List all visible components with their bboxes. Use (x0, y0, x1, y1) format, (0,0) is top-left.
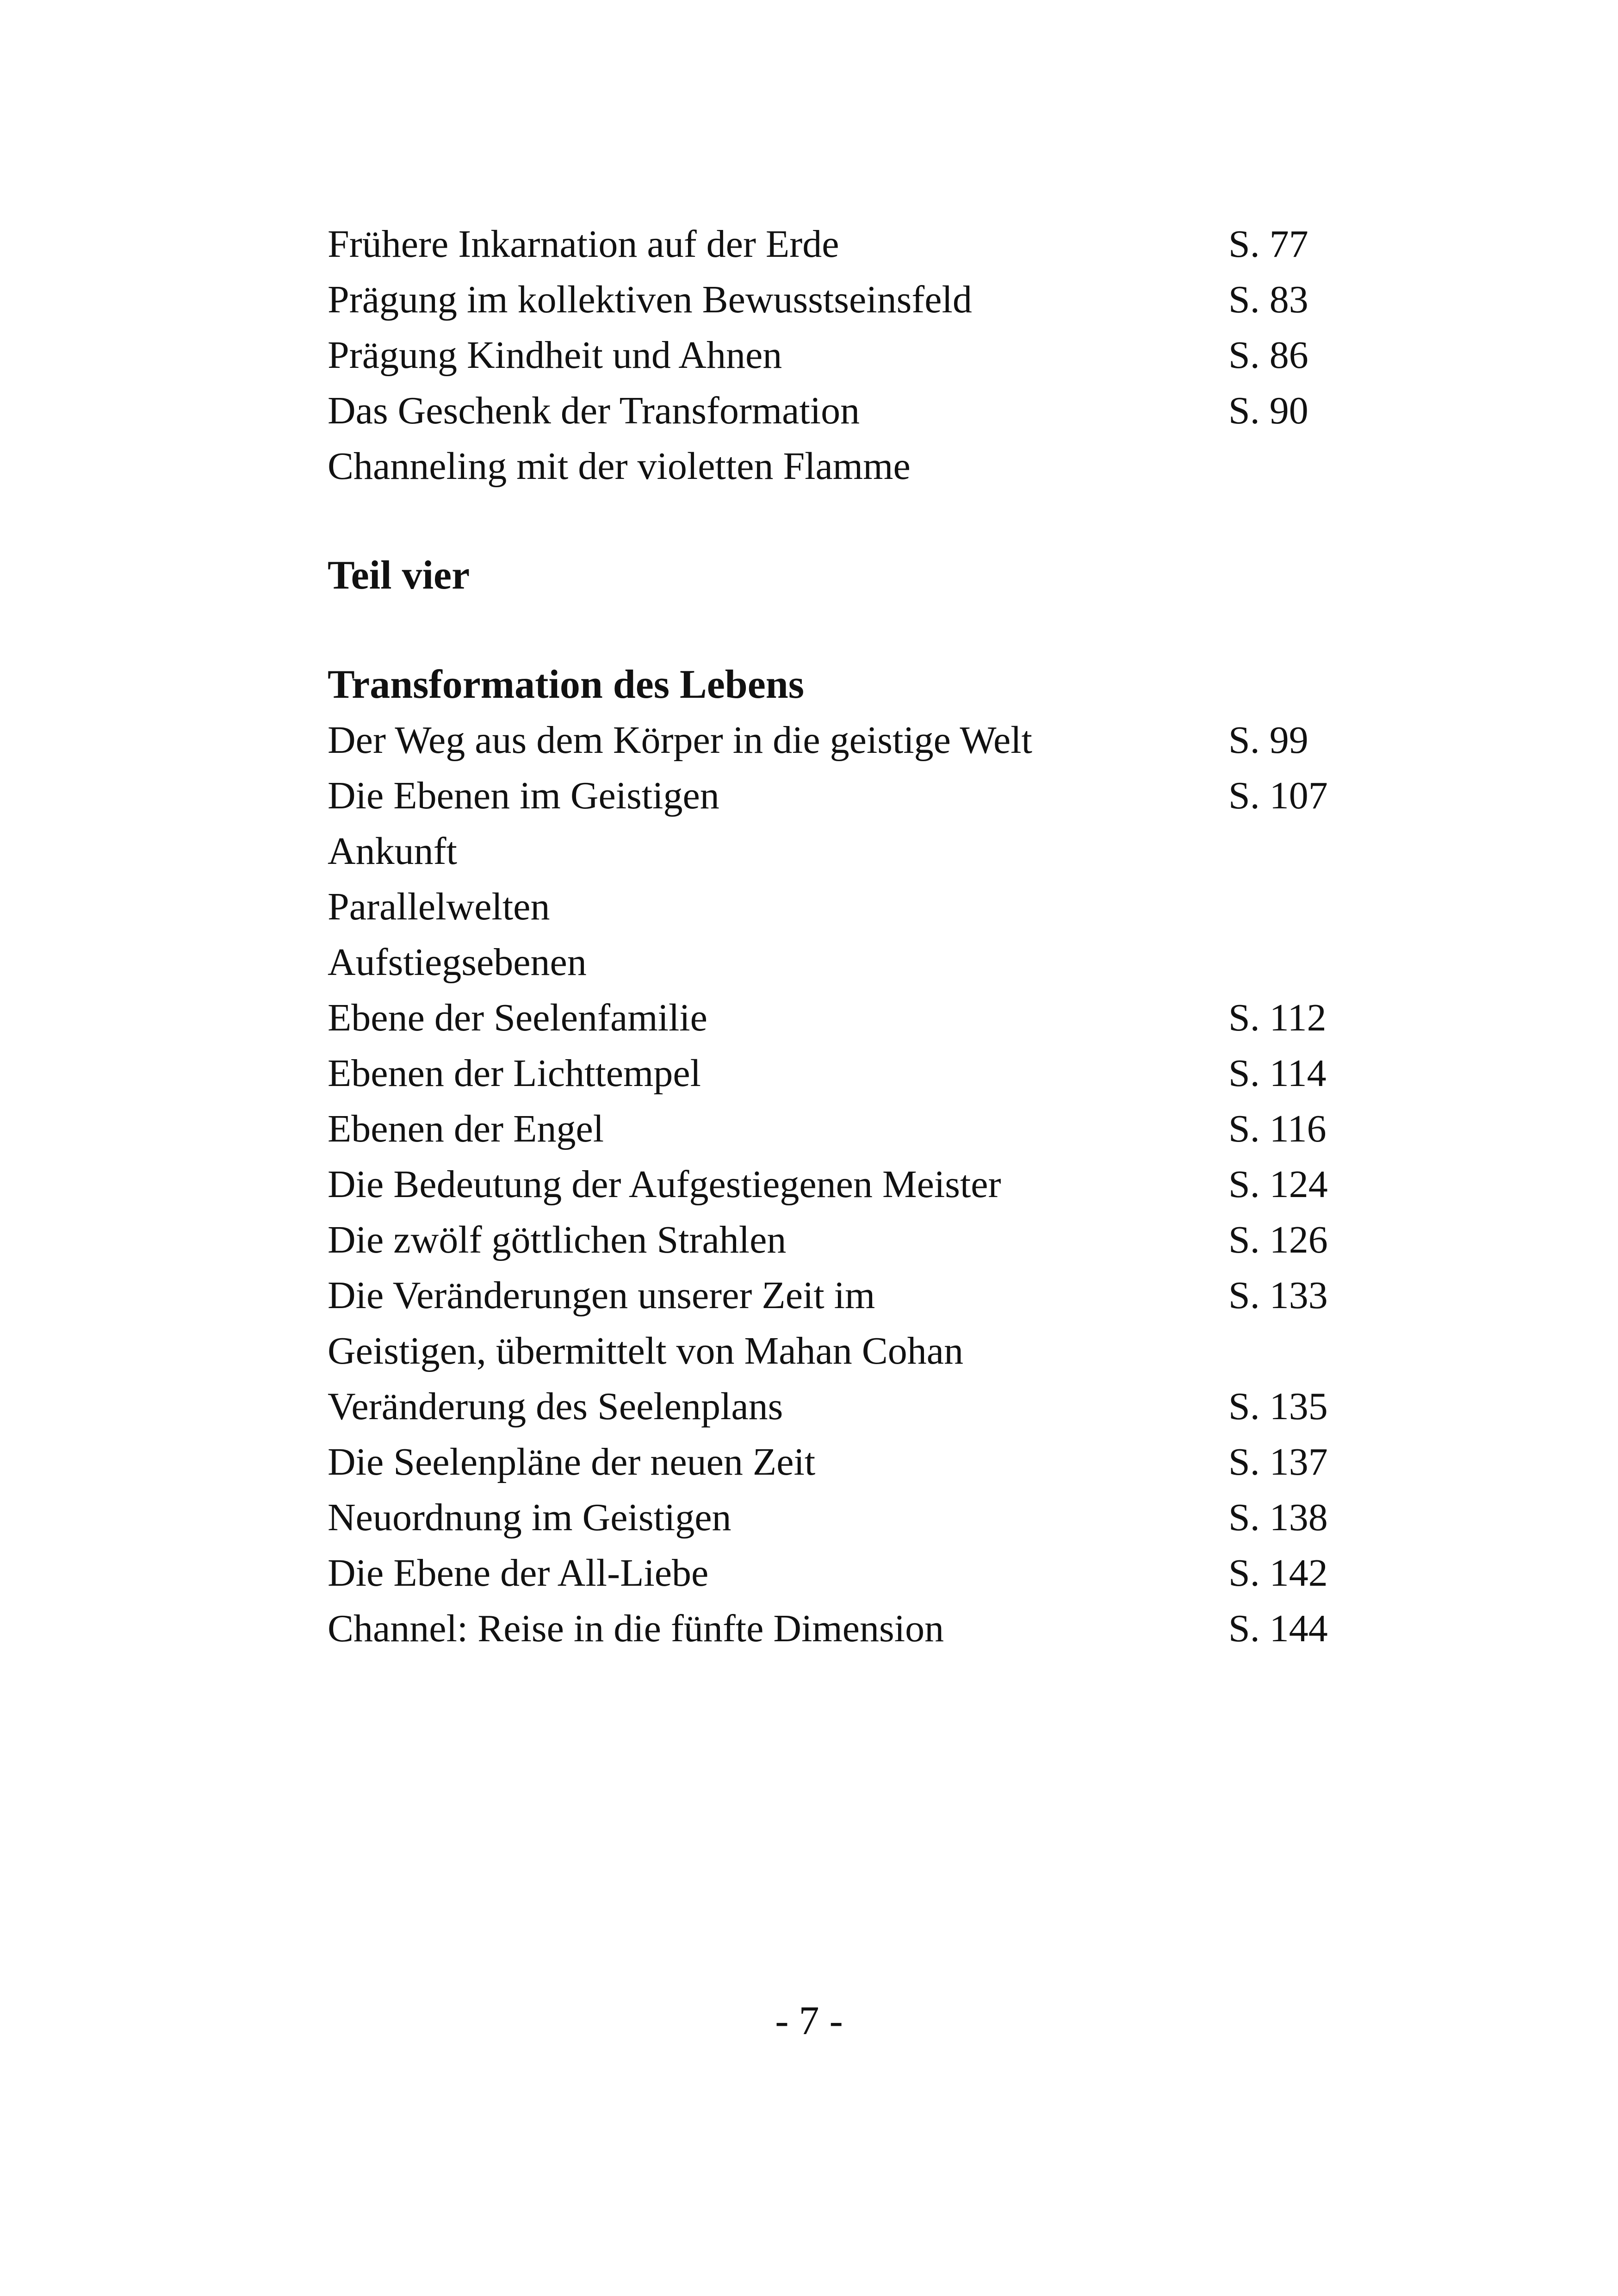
toc-entry-title: Aufstiegsebenen (328, 941, 587, 984)
toc-entry-page: S. 133 (1228, 1274, 1328, 1317)
toc-group-part-four (328, 713, 1369, 1657)
toc-entry-page: S. 144 (1228, 1607, 1328, 1650)
toc-entry-title: Prägung im kollektiven Bewusstseinsfeld (328, 278, 972, 321)
table-of-contents (328, 217, 1369, 1657)
toc-entry-title: Die Veränderungen unserer Zeit im (328, 1274, 875, 1317)
toc-entry-title: Prägung Kindheit und Ahnen (328, 334, 782, 377)
toc-entry-title: Neuordnung im Geistigen (328, 1496, 732, 1539)
toc-entry (328, 1157, 1369, 1212)
toc-entry-page: S. 126 (1228, 1218, 1328, 1261)
toc-entry-title: Frühere Inkarnation auf der Erde (328, 223, 839, 266)
toc-entry-title: Der Weg aus dem Körper in die geistige Welt (328, 719, 1032, 762)
toc-entry-title: Ankunft (328, 830, 457, 873)
toc-entry (328, 1268, 1369, 1323)
part-heading: Teil vier (328, 553, 470, 598)
toc-entry (328, 1323, 1369, 1379)
toc-entry-page: S. 77 (1228, 223, 1308, 266)
toc-entry-page: S. 124 (1228, 1163, 1328, 1206)
toc-entry-title: Die zwölf göttlichen Strahlen (328, 1218, 787, 1261)
toc-entry-title: Ebenen der Engel (328, 1107, 604, 1150)
spacer (328, 494, 1369, 548)
toc-entry-title: Ebene der Seelenfamilie (328, 996, 707, 1039)
toc-entry (328, 1490, 1369, 1545)
toc-entry (328, 272, 1369, 328)
toc-entry (328, 1379, 1369, 1434)
toc-entry-title: Parallelwelten (328, 885, 550, 928)
toc-entry-page: S. 114 (1228, 1052, 1327, 1095)
toc-entry-page: S. 107 (1228, 774, 1328, 817)
toc-entry (328, 439, 1369, 494)
toc-entry (328, 990, 1369, 1046)
toc-entry-title: Ebenen der Lichttempel (328, 1052, 701, 1095)
toc-entry-title: Channeling mit der violetten Flamme (328, 445, 911, 488)
toc-entry-title: Die Seelenpläne der neuen Zeit (328, 1440, 816, 1483)
toc-entry (328, 768, 1369, 824)
toc-entry (328, 879, 1369, 935)
toc-entry (328, 935, 1369, 990)
toc-entry (328, 713, 1369, 768)
toc-entry (328, 1212, 1369, 1268)
toc-entry (328, 1046, 1369, 1101)
toc-entry-page: S. 90 (1228, 389, 1308, 432)
toc-entry-page: S. 135 (1228, 1385, 1328, 1428)
toc-entry-page: S. 137 (1228, 1440, 1328, 1483)
toc-entry (328, 217, 1369, 272)
toc-entry-title: Das Geschenk der Transformation (328, 389, 860, 432)
toc-entry (328, 1601, 1369, 1657)
toc-entry (328, 1101, 1369, 1157)
toc-entry-page: S. 142 (1228, 1551, 1328, 1595)
toc-entry-title: Die Ebenen im Geistigen (328, 774, 719, 817)
toc-entry (328, 1434, 1369, 1490)
toc-entry-page: S. 116 (1228, 1107, 1327, 1150)
toc-entry-page: S. 83 (1228, 278, 1308, 321)
toc-entry-title: Channel: Reise in die fünfte Dimension (328, 1607, 944, 1650)
toc-entry-page: S. 112 (1228, 996, 1327, 1039)
toc-entry-title: Die Ebene der All-Liebe (328, 1551, 709, 1595)
toc-entry-page: S. 99 (1228, 719, 1308, 762)
toc-entry-page: S. 138 (1228, 1496, 1328, 1539)
toc-entry-title: Geistigen, übermittelt von Mahan Cohan (328, 1329, 964, 1372)
toc-entry (328, 824, 1369, 879)
toc-entry-title: Die Bedeutung der Aufgestiegenen Meister (328, 1163, 1001, 1206)
toc-entry (328, 1545, 1369, 1601)
page-number: - 7 - (775, 1998, 843, 2043)
spacer (328, 603, 1369, 657)
toc-group-part-three (328, 217, 1369, 494)
section-heading: Transformation des Lebens (328, 662, 804, 707)
toc-entry-title: Veränderung des Seelenplans (328, 1385, 783, 1428)
toc-entry-page: S. 86 (1228, 334, 1308, 377)
toc-entry (328, 328, 1369, 383)
toc-entry (328, 383, 1369, 439)
